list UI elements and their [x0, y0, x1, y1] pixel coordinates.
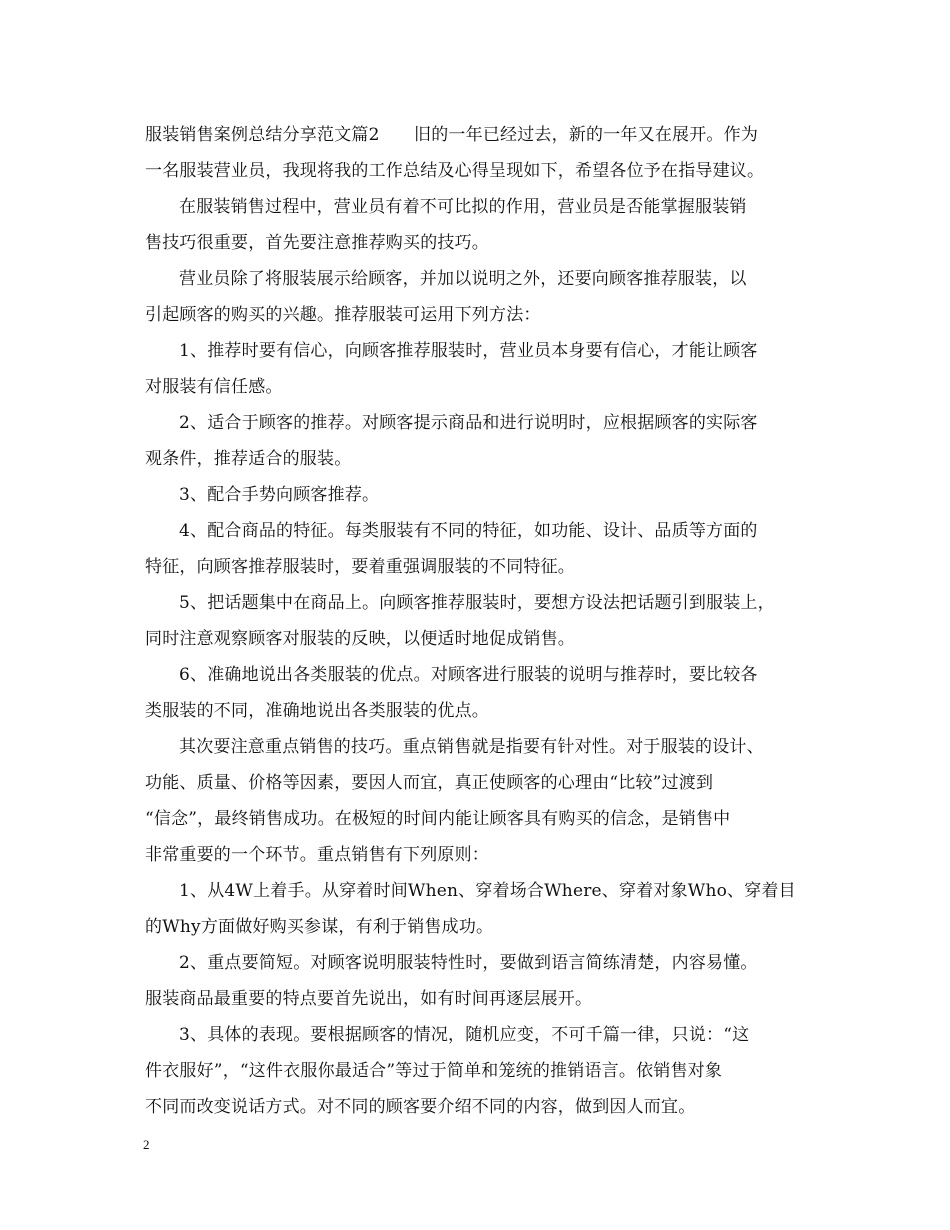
text-line: 类服装的不同，准确地说出各类服装的优点。 [145, 701, 489, 721]
text-line: 观条件，推荐适合的服装。 [145, 449, 352, 469]
text-line: 同时注意观察顾客对服装的反映，以便适时地促成销售。 [145, 629, 575, 649]
text-line: 2、重点要简短。对顾客说明服装特性时，要做到语言简练清楚，内容易懂。 [179, 953, 758, 973]
text-line: 非常重要的一个环节。重点销售有下列原则： [145, 845, 489, 865]
text-line: 服装商品最重要的特点要首先说出，如有时间再逐层展开。 [145, 989, 593, 1009]
text-line: “信念”，最终销售成功。在极短的时间内能让顾客具有购买的信念，是销售中 [145, 809, 731, 829]
text-line: 的Why方面做好购买参谋，有利于销售成功。 [145, 917, 494, 937]
text-line: 不同而改变说话方式。对不同的顾客要介绍不同的内容，做到因人而宜。 [145, 1097, 696, 1117]
text-line: 件衣服好”，“这件衣服你最适合”等过于简单和笼统的推销语言。依销售对象 [145, 1061, 723, 1081]
text-line: 引起顾客的购买的兴趣。推荐服装可运用下列方法： [145, 305, 541, 325]
text-line: 3、配合手势向顾客推荐。 [179, 485, 380, 505]
text-line: 售技巧很重要，首先要注意推荐购买的技巧。 [145, 233, 489, 253]
text-line: 其次要注意重点销售的技巧。重点销售就是指要有针对性。对于服装的设计、 [179, 737, 764, 757]
text-line: 5、把话题集中在商品上。向顾客推荐服装时，要想方设法把话题引到服装上， [179, 593, 775, 613]
text-line: 对服装有信任感。 [145, 377, 283, 397]
text-line: 在服装销售过程中，营业员有着不可比拟的作用，营业员是否能掌握服装销 [179, 197, 747, 217]
text-line: 4、配合商品的特征。每类服装有不同的特征，如功能、设计、品质等方面的 [179, 521, 758, 541]
text-line: 1、从4W上着手。从穿着时间When、穿着场合Where、穿着对象Who、穿着目 [179, 881, 796, 901]
text-line: 1、推荐时要有信心，向顾客推荐服装时，营业员本身要有信心，才能让顾客 [179, 341, 758, 361]
text-line: 一名服装营业员，我现将我的工作总结及心得呈现如下，希望各位予在指导建议。 [145, 161, 765, 181]
page-number: 2 [143, 1137, 150, 1152]
text-line: 特征，向顾客推荐服装时，要着重强调服装的不同特征。 [145, 557, 575, 577]
text-line: 功能、质量、价格等因素，要因人而宜，真正使顾客的心理由“比较”过渡到 [145, 773, 714, 793]
text-line: 6、准确地说出各类服装的优点。对顾客进行服装的说明与推荐时，要比较各 [179, 665, 758, 685]
text-line: 服装销售案例总结分享范文篇2 旧的一年已经过去，新的一年又在展开。作为 [145, 125, 759, 145]
text-line: 3、具体的表现。要根据顾客的情况，随机应变，不可千篇一律，只说：“这 [179, 1025, 750, 1045]
document-body [145, 117, 815, 1125]
text-line: 营业员除了将服装展示给顾客，并加以说明之外，还要向顾客推荐服装，以 [179, 269, 747, 289]
text-line: 2、适合于顾客的推荐。对顾客提示商品和进行说明时，应根据顾客的实际客 [179, 413, 758, 433]
